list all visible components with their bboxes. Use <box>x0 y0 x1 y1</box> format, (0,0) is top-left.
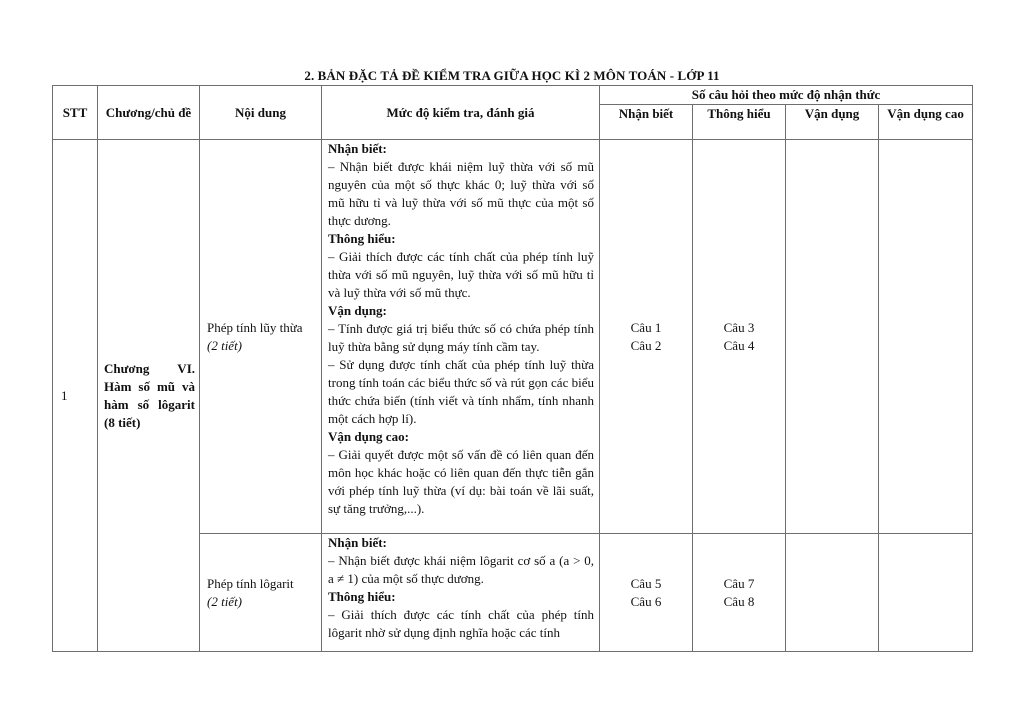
question-ref: Câu 2 <box>630 337 662 353</box>
row-chapter: Chương VI. Hàm số mũ và hàm số lôgarit (8 tiết) <box>98 140 200 652</box>
header-question-group: Số câu hỏi theo mức độ nhận thức <box>600 86 973 105</box>
level-cell <box>322 140 600 534</box>
thong-hieu-cell <box>693 534 786 652</box>
question-ref: Câu 5 <box>630 575 662 591</box>
content-note: (2 tiết) <box>207 337 243 353</box>
level-item: – Tính được giá trị biểu thức số có chứa phép tính luỹ thừa bằng sử dụng máy tính cầm tay. <box>328 321 594 354</box>
level-item: – Nhận biết được khái niệm luỹ thừa với số mũ nguyên của một số thực khác 0; luỹ thừa với số mũ hữu tỉ và luỹ thừa với số mũ thực của một số thực dương. <box>328 159 594 228</box>
level-label: Vận dụng cao: <box>328 429 409 444</box>
level-cell <box>322 534 600 652</box>
level-label: Nhận biết: <box>328 141 387 156</box>
question-ref: Câu 1 <box>630 319 662 335</box>
van-dung-cao-cell <box>879 534 973 652</box>
header-van-dung: Vận dụng <box>786 105 879 140</box>
question-ref: Câu 7 <box>723 575 755 591</box>
level-item: – Sử dụng được tính chất của phép tính luỹ thừa trong tính toán các biểu thức số và rút gọn các biểu thức chứa biến (tính viết và tính nhẩm, tính nhanh một cách hợp lí). <box>328 357 594 426</box>
question-ref: Câu 3 <box>723 319 755 335</box>
content-cell <box>200 534 322 652</box>
thong-hieu-cell <box>693 140 786 534</box>
level-item: – Giải thích được các tính chất của phép tính luỹ thừa với số mũ nguyên, luỹ thừa với số mũ hữu tỉ và luỹ thừa với số mũ thực. <box>328 249 594 300</box>
table-row <box>53 140 973 534</box>
question-ref: Câu 4 <box>723 337 755 353</box>
header-stt: STT <box>53 86 98 140</box>
specification-table <box>52 85 973 652</box>
van-dung-cao-cell <box>879 140 973 534</box>
header-level: Mức độ kiểm tra, đánh giá <box>322 86 600 140</box>
level-label: Vận dụng: <box>328 303 387 318</box>
header-content: Nội dung <box>200 86 322 140</box>
level-label: Thông hiểu: <box>328 589 396 604</box>
content-note: (2 tiết) <box>207 593 243 609</box>
row-stt: 1 <box>53 140 98 652</box>
van-dung-cell <box>786 534 879 652</box>
document-title: 2. BẢN ĐẶC TẢ ĐỀ KIỂM TRA GIỮA HỌC KÌ 2 MÔN TOÁN - LỚP 11 <box>304 68 720 83</box>
nhan-biet-cell <box>600 534 693 652</box>
level-label: Nhận biết: <box>328 535 387 550</box>
question-ref: Câu 8 <box>723 593 755 609</box>
level-item: – Giải quyết được một số vấn đề có liên quan đến môn học khác hoặc có liên quan đến thực tiễn gắn với phép tính luỹ thừa (ví dụ: bài toán về lãi suất, sự tăng trưởng,...). <box>328 447 594 516</box>
header-thong-hieu: Thông hiểu <box>693 105 786 140</box>
question-ref: Câu 6 <box>630 593 662 609</box>
header-van-dung-cao: Vận dụng cao <box>879 105 973 140</box>
van-dung-cell <box>786 140 879 534</box>
content-title: Phép tính lũy thừa <box>207 319 303 335</box>
header-nhan-biet: Nhận biết <box>600 105 693 140</box>
content-cell <box>200 140 322 534</box>
level-item: – Nhận biết được khái niệm lôgarit cơ số a (a > 0, a ≠ 1) của một số thực dương. <box>328 553 594 586</box>
level-item: – Giải thích được các tính chất của phép tính lôgarit nhờ sử dụng định nghĩa hoặc các tính <box>328 607 594 640</box>
nhan-biet-cell <box>600 140 693 534</box>
level-label: Thông hiểu: <box>328 231 396 246</box>
content-title: Phép tính lôgarit <box>207 575 294 591</box>
header-row-top <box>53 86 973 105</box>
header-chapter: Chương/chủ đề <box>98 86 200 140</box>
